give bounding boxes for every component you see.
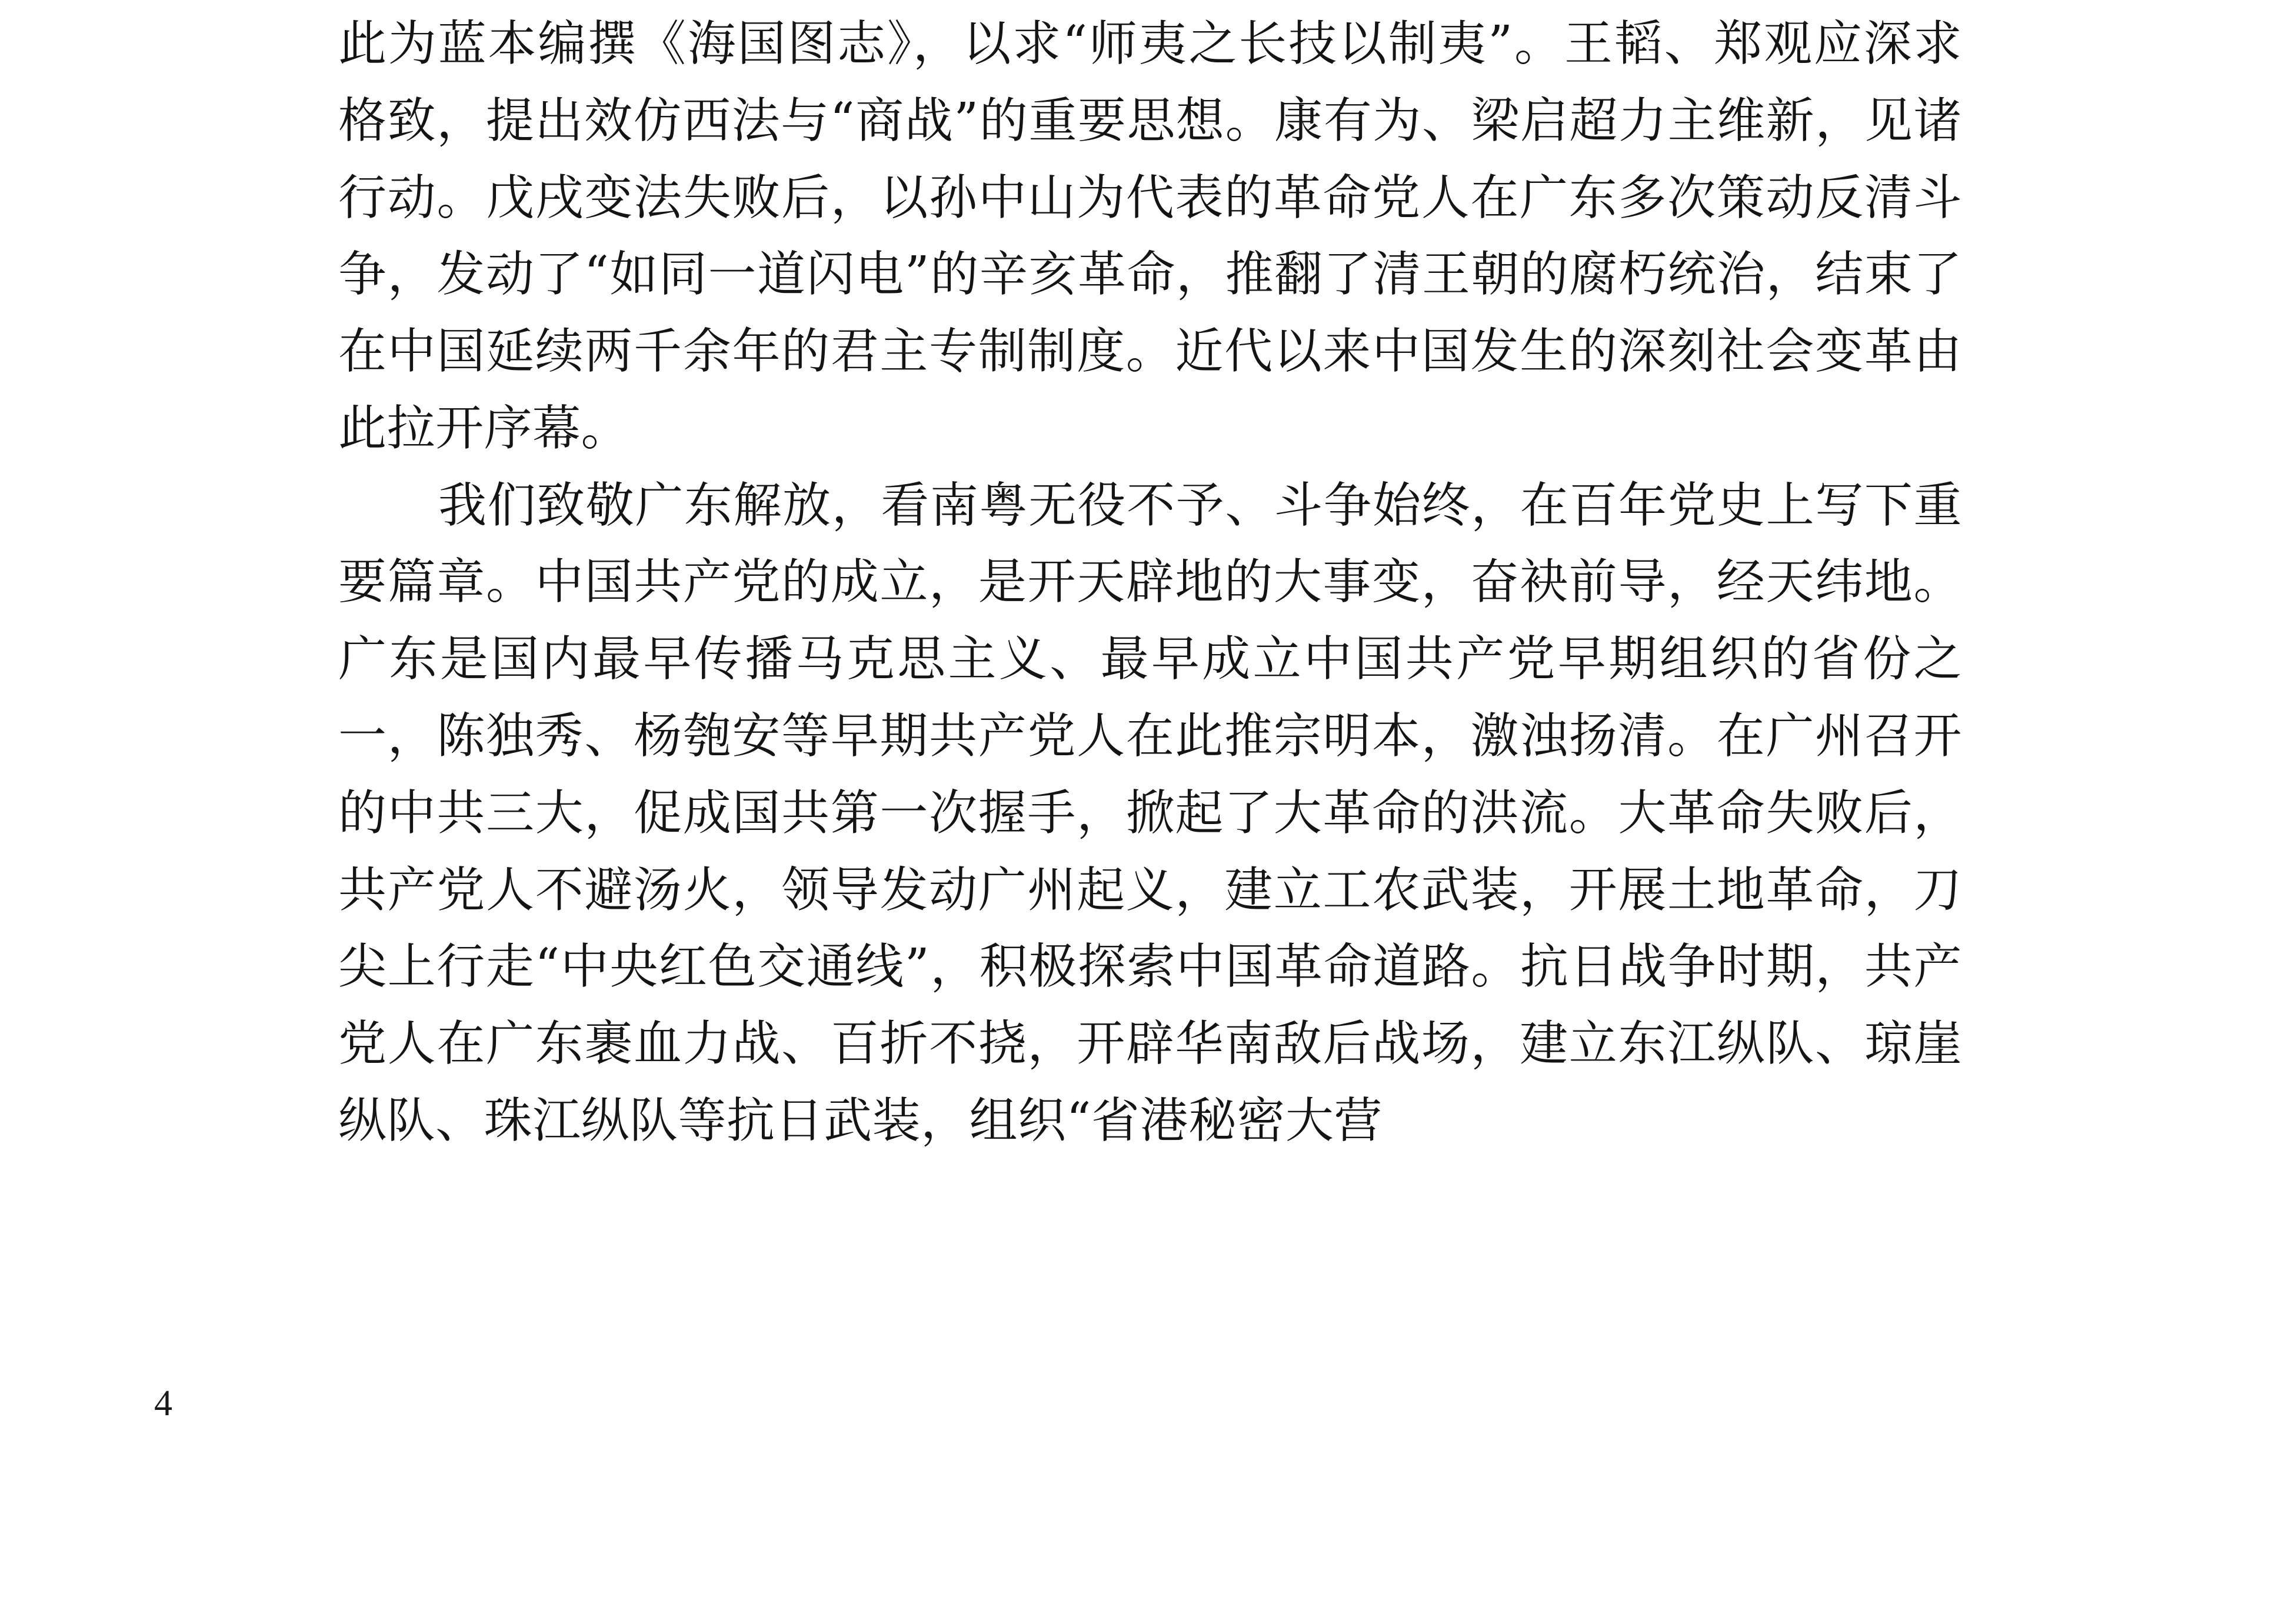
paragraph-1: 此为蓝本编撰《海国图志》，以求“师夷之长技以制夷”。王韬、郑观应深求格致，提出效仿西法与“商战”的重要思想。康有为、梁启超力主维新，见诸行动。戊戌变法失败后，以孙中山为代表的革命党人在广东多次策动反清斗争，发动了“如同一道闪电”的辛亥革命，推翻了清王朝的腐朽统治，结束了在中国延续两千余年的君主专制制度。近代以来中国发生的深刻社会变革由此拉开序幕。 bbox=[338, 16, 1962, 456]
page-number: 4 bbox=[154, 1383, 172, 1423]
paragraph-2: 我们致敬广东解放，看南粤无役不予、斗争始终，在百年党史上写下重要篇章。中国共产党的成立，是开天辟地的大事变，奋袂前导，经天纬地。广东是国内最早传播马克思主义、最早成立中国共产党早期组织的省份之一，陈独秀、杨匏安等早期共产党人在此推宗明本，激浊扬清。在广州召开的中共三大，促成国共第一次握手，掀起了大革命的洪流。大革命失败后，共产党人不避汤火，领导发动广州起义，建立工农武装，开展土地革命，刀尖上行走“中央红色交通线”，积极探索中国革命道路。抗日战争时期，共产党人在广东裹血力战、百折不挠，开辟华南敌后战场，建立东江纵队、琼崖纵队、珠江纵队等抗日武装，组织“省港秘密大营 bbox=[338, 477, 1962, 1149]
page-body-text bbox=[338, 6, 1962, 1160]
